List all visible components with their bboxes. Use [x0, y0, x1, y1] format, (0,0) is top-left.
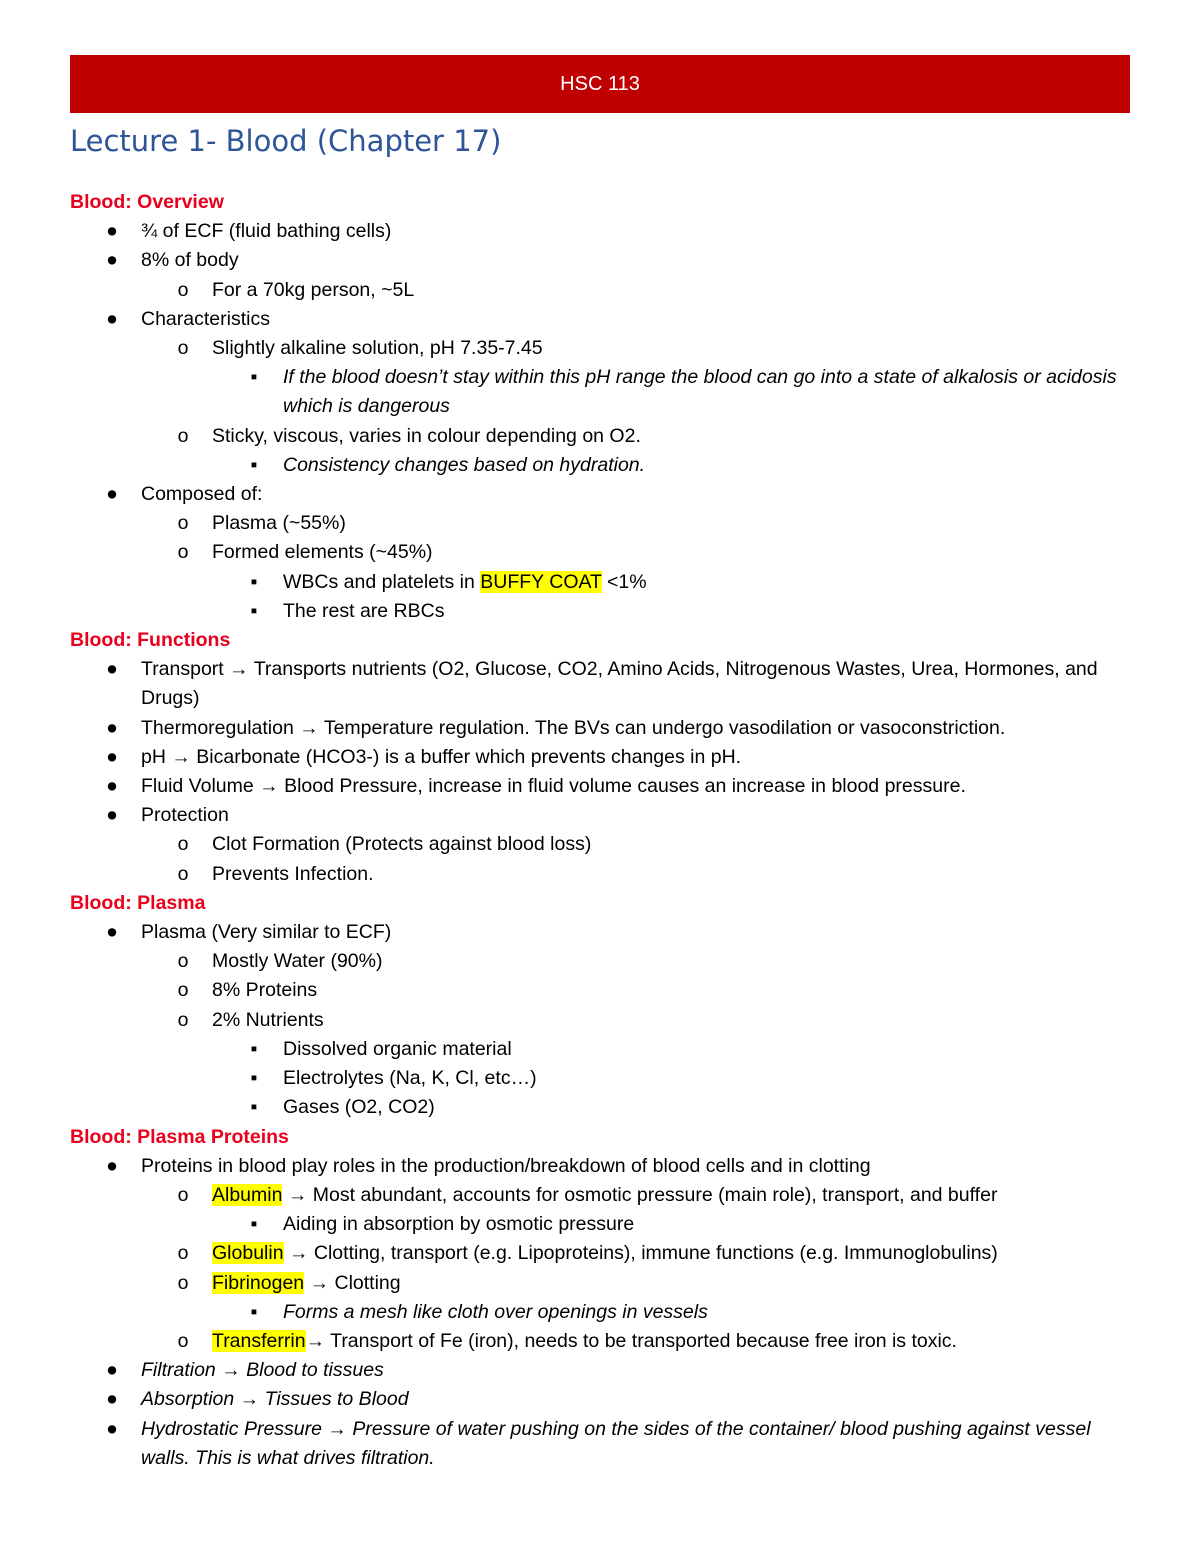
bullet-icon: ● [106, 483, 118, 506]
bullet-icon: ● [106, 307, 118, 330]
bullet-icon: ● [106, 1154, 118, 1177]
circle-bullet-icon: o [177, 278, 189, 301]
circle-bullet-icon: o [177, 337, 189, 360]
bullet-icon: ● [106, 658, 118, 681]
square-bullet-icon: ▪ [250, 366, 258, 389]
circle-bullet-icon: o [177, 862, 189, 885]
list-item: o Globulin → Clotting, transport (e.g. Lipoproteins), immune functions (e.g. Immunoglobulins) [70, 1239, 1130, 1268]
bullet-icon: ● [106, 804, 118, 827]
square-bullet-icon: ▪ [250, 1067, 258, 1090]
list-item: ▪ Gases (O2, CO2) [70, 1093, 1130, 1122]
arrow-icon: → [229, 658, 249, 681]
list-item: o 2% Nutrients [70, 1006, 1130, 1035]
course-header-bar [70, 55, 1130, 113]
list-item: ● Proteins in blood play roles in the production/breakdown of blood cells and in clotting [70, 1152, 1130, 1181]
arrow-icon: → [299, 716, 319, 739]
list-item: ▪ If the blood doesn’t stay within this pH range the blood can go into a state of alkalosis or acidosis which is dangerous [70, 363, 1130, 421]
list-item: ▪ Electrolytes (Na, K, Cl, etc…) [70, 1064, 1130, 1093]
circle-bullet-icon: o [177, 1183, 189, 1206]
list-item: o Slightly alkaline solution, pH 7.35-7.45 [70, 334, 1130, 363]
section-heading-plasma: Blood: Plasma [70, 891, 206, 914]
list-item: ● Thermoregulation → Temperature regulation. The BVs can undergo vasodilation or vasoconstriction. [70, 714, 1130, 743]
list-item: o Clot Formation (Protects against blood loss) [70, 830, 1130, 859]
arrow-icon: → [309, 1271, 330, 1294]
notes-content [70, 188, 1130, 1473]
list-item: o Transferrin→ Transport of Fe (iron), needs to be transported because free iron is toxic. [70, 1327, 1130, 1356]
list-item: ● Transport → Transports nutrients (O2, Glucose, CO2, Amino Acids, Nitrogenous Wastes, Urea, Hormones, and Drugs) [70, 655, 1130, 713]
circle-bullet-icon: o [177, 512, 189, 535]
highlight-albumin: Albumin [212, 1183, 283, 1206]
bullet-icon: ● [106, 1388, 118, 1411]
circle-bullet-icon: o [177, 1329, 189, 1352]
arrow-icon: → [239, 1388, 260, 1411]
list-item: o Fibrinogen → Clotting [70, 1269, 1130, 1298]
list-item: ● Filtration → Blood to tissues [70, 1356, 1130, 1385]
list-item: o 8% Proteins [70, 976, 1130, 1005]
square-bullet-icon: ▪ [250, 599, 258, 622]
list-item: ● Plasma (Very similar to ECF) [70, 918, 1130, 947]
arrow-icon: → [288, 1242, 309, 1265]
list-item: ● Absorption → Tissues to Blood [70, 1385, 1130, 1414]
bullet-icon: ● [106, 775, 118, 798]
circle-bullet-icon: o [177, 1008, 189, 1031]
list-item: o For a 70kg person, ~5L [70, 276, 1130, 305]
bullet-icon: ● [106, 1359, 118, 1382]
section-heading-overview: Blood: Overview [70, 191, 224, 213]
highlight-buffy-coat: BUFFY COAT [480, 570, 602, 593]
circle-bullet-icon: o [177, 833, 189, 856]
bullet-icon: ● [106, 220, 118, 243]
list-item: ● Fluid Volume → Blood Pressure, increase in fluid volume causes an increase in blood pressure. [70, 772, 1130, 801]
bullet-icon: ● [106, 745, 118, 768]
square-bullet-icon: ▪ [250, 1213, 258, 1236]
circle-bullet-icon: o [177, 950, 189, 973]
list-item: ▪ Consistency changes based on hydration. [70, 451, 1130, 480]
circle-bullet-icon: o [177, 979, 189, 1002]
section-heading-functions: Blood: Functions [70, 629, 231, 652]
arrow-icon: → [305, 1329, 326, 1352]
list-item: ● 8% of body [70, 246, 1130, 275]
bullet-icon: ● [106, 716, 118, 739]
bullet-icon: ● [106, 921, 118, 944]
list-item: ▪ Aiding in absorption by osmotic pressure [70, 1210, 1130, 1239]
bullet-icon: ● [106, 249, 118, 272]
circle-bullet-icon: o [177, 541, 189, 564]
highlight-fibrinogen: Fibrinogen [212, 1271, 305, 1294]
square-bullet-icon: ▪ [250, 570, 258, 593]
list-item: ● pH → Bicarbonate (HCO3-) is a buffer which prevents changes in pH. [70, 743, 1130, 772]
arrow-icon: → [259, 775, 279, 798]
arrow-icon: → [287, 1183, 308, 1206]
list-item: o Formed elements (~45%) [70, 538, 1130, 567]
arrow-icon: → [171, 745, 191, 768]
list-item: ● Characteristics [70, 305, 1130, 334]
bullet-icon: ● [106, 1417, 118, 1440]
list-item: o Albumin → Most abundant, accounts for osmotic pressure (main role), transport, and buffer [70, 1181, 1130, 1210]
list-item: o Mostly Water (90%) [70, 947, 1130, 976]
list-item: o Plasma (~55%) [70, 509, 1130, 538]
square-bullet-icon: ▪ [250, 1300, 258, 1323]
lecture-title: Lecture 1- Blood (Chapter 17) [70, 124, 502, 158]
list-item: ▪ Forms a mesh like cloth over openings in vessels [70, 1298, 1130, 1327]
list-item: ● Hydrostatic Pressure → Pressure of water pushing on the sides of the container/ blood pushing against vessel walls. This is what drives filtration. [70, 1415, 1130, 1473]
highlight-transferrin: Transferrin [212, 1329, 306, 1352]
list-item: o Prevents Infection. [70, 860, 1130, 889]
list-item: o Sticky, viscous, varies in colour depending on O2. [70, 422, 1130, 451]
list-item: ▪ Dissolved organic material [70, 1035, 1130, 1064]
list-item: ● Composed of: [70, 480, 1130, 509]
square-bullet-icon: ▪ [250, 1037, 258, 1060]
arrow-icon: → [327, 1417, 347, 1440]
list-item: ▪ WBCs and platelets in BUFFY COAT <1% [70, 568, 1130, 597]
circle-bullet-icon: o [177, 424, 189, 447]
square-bullet-icon: ▪ [250, 1096, 258, 1119]
section-heading-plasma-proteins: Blood: Plasma Proteins [70, 1125, 289, 1148]
list-item: ● Protection [70, 801, 1130, 830]
course-code: HSC 113 [560, 72, 640, 95]
arrow-icon: → [221, 1359, 241, 1382]
square-bullet-icon: ▪ [250, 453, 258, 476]
circle-bullet-icon: o [177, 1271, 189, 1294]
highlight-globulin: Globulin [212, 1242, 284, 1265]
list-item: ● ¾ of ECF (fluid bathing cells) [70, 217, 1130, 246]
circle-bullet-icon: o [177, 1242, 189, 1265]
list-item: ▪ The rest are RBCs [70, 597, 1130, 626]
